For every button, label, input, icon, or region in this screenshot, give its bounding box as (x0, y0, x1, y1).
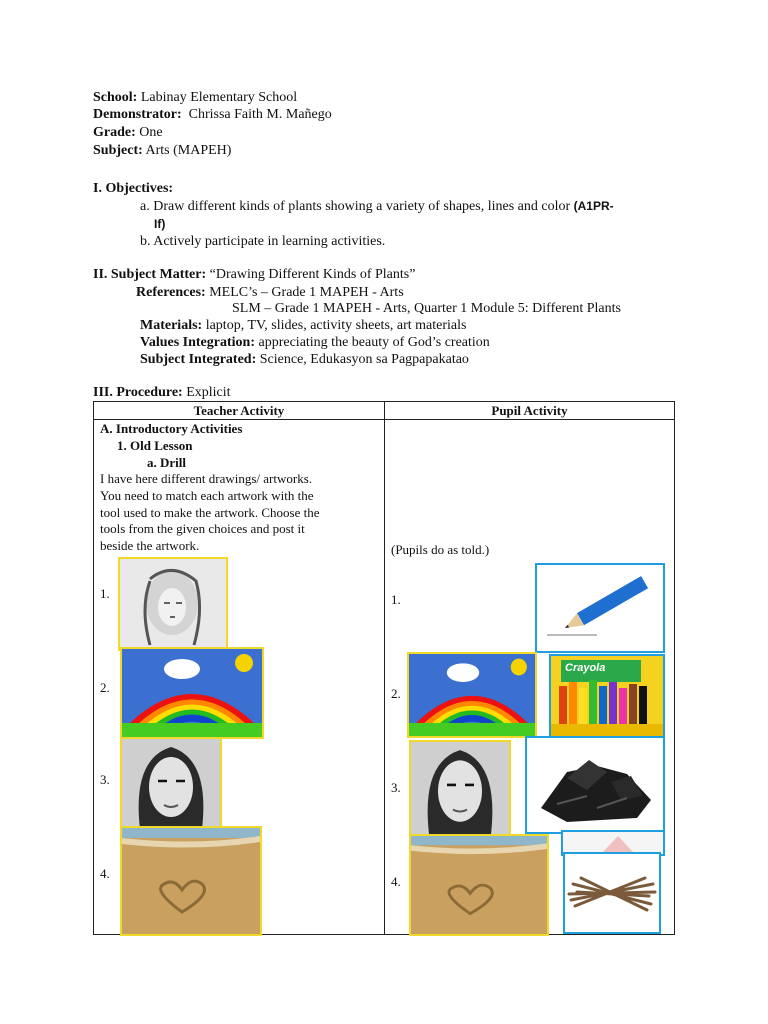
old-lesson-heading: 1. Old Lesson (117, 438, 193, 453)
charcoal-icon (527, 738, 663, 832)
item-number: 4. (100, 866, 110, 881)
procedure-type: Explicit (186, 385, 231, 400)
instruction-line: tool used to make the artwork. Choose the (100, 504, 320, 520)
school-line (93, 89, 297, 106)
rainbow-drawing-icon (409, 654, 535, 736)
materials-value: laptop, TV, slides, activity sheets, art materials (205, 318, 467, 333)
procedure-heading: III. Procedure: (93, 385, 183, 400)
charcoal-portrait-icon (411, 742, 509, 834)
integrated-label: Subject Integrated: (140, 352, 257, 367)
values-value: appreciating the beauty of God’s creation (258, 335, 490, 350)
reference-1: MELC’s – Grade 1 MAPEH - Arts (209, 285, 404, 300)
grade-line (93, 124, 163, 141)
item-number: 3. (100, 772, 110, 787)
demonstrator-label: Demonstrator: (93, 107, 182, 122)
crayons-tool-card[interactable] (549, 654, 665, 738)
pencil-icon (537, 565, 663, 651)
subject-matter-heading: II. Subject Matter: (93, 267, 207, 282)
sticks-tool-card[interactable] (563, 852, 661, 934)
pupil-activity-header: Pupil Activity (385, 402, 675, 420)
materials-label: Materials: (140, 318, 203, 333)
demonstrator-line (93, 106, 332, 123)
charcoal-portrait-artwork-copy (409, 740, 511, 836)
subject-value: Arts (MAPEH) (145, 143, 232, 158)
objective-code: (A1PR- (573, 199, 614, 213)
lesson-title: “Drawing Different Kinds of Plants” (209, 267, 416, 282)
procedure-line (93, 384, 231, 401)
item-number: 2. (391, 686, 401, 701)
values-label: Values Integration: (140, 335, 255, 350)
subject-line (93, 142, 231, 159)
pupil-response: (Pupils do as told.) (391, 542, 490, 557)
pupil-activity-cell (385, 420, 675, 935)
subject-matter-line (93, 266, 415, 283)
instruction-line: I have here different drawings/ artworks. (100, 471, 313, 486)
grade-value: One (139, 125, 163, 140)
rainbow-drawing-icon (122, 649, 262, 737)
school-label: School: (93, 90, 138, 105)
pencil-tool-card[interactable] (535, 563, 665, 653)
crayon-rainbow-artwork-copy (407, 652, 537, 738)
crayon-brand-label: Crayola (565, 662, 606, 674)
drill-heading: a. Drill (147, 455, 186, 470)
sand-heart-icon (122, 828, 260, 934)
sand-heart-artwork-copy (409, 834, 549, 936)
item-number: 3. (391, 780, 401, 795)
item-number: 2. (100, 680, 110, 695)
instruction-line: beside the artwork. (100, 538, 200, 554)
pencil-sketch-artwork (118, 557, 228, 651)
teacher-activity-cell (94, 420, 385, 935)
objective-a: a. Draw different kinds of plants showing a variety of shapes, lines and color (A1PR- (140, 199, 614, 214)
crayon-rainbow-artwork (120, 647, 264, 739)
instruction-line: tools from the given choices and post it (100, 521, 305, 537)
materials-line (140, 317, 466, 334)
paper-icon (563, 832, 663, 854)
item-number: 1. (391, 592, 401, 607)
teacher-activity-header: Teacher Activity (94, 402, 385, 420)
values-line (140, 334, 490, 351)
sketch-portrait-icon (120, 559, 226, 649)
demonstrator-value: Chrissa Faith M. Mañego (188, 107, 332, 122)
integrated-line (140, 351, 469, 368)
procedure-table (93, 401, 675, 935)
school-value: Labinay Elementary School (140, 90, 298, 105)
item-number: 1. (100, 586, 110, 601)
item-number: 4. (391, 874, 401, 889)
objectives-heading: I. Objectives: (93, 181, 174, 196)
subject-label: Subject: (93, 143, 143, 158)
drill-instructions (100, 471, 320, 555)
sand-heart-icon (411, 836, 547, 934)
sand-heart-artwork (120, 826, 262, 936)
sticks-icon (565, 854, 659, 932)
instruction-line: You need to match each artwork with the (100, 487, 314, 503)
charcoal-portrait-artwork (120, 737, 222, 831)
grade-label: Grade: (93, 125, 136, 140)
charcoal-portrait-icon (122, 739, 220, 829)
reference-2: SLM – Grade 1 MAPEH - Arts, Quarter 1 Module 5: Different Plants (232, 301, 621, 316)
references-line (136, 284, 404, 301)
intro-activities-heading: A. Introductory Activities (100, 421, 243, 436)
objective-code-cont: If) (154, 217, 166, 231)
references-label: References: (136, 285, 206, 300)
objective-b: b. Actively participate in learning activities. (140, 234, 386, 249)
charcoal-tool-card[interactable] (525, 736, 665, 834)
integrated-value: Science, Edukasyon sa Pagpapakatao (259, 352, 469, 367)
